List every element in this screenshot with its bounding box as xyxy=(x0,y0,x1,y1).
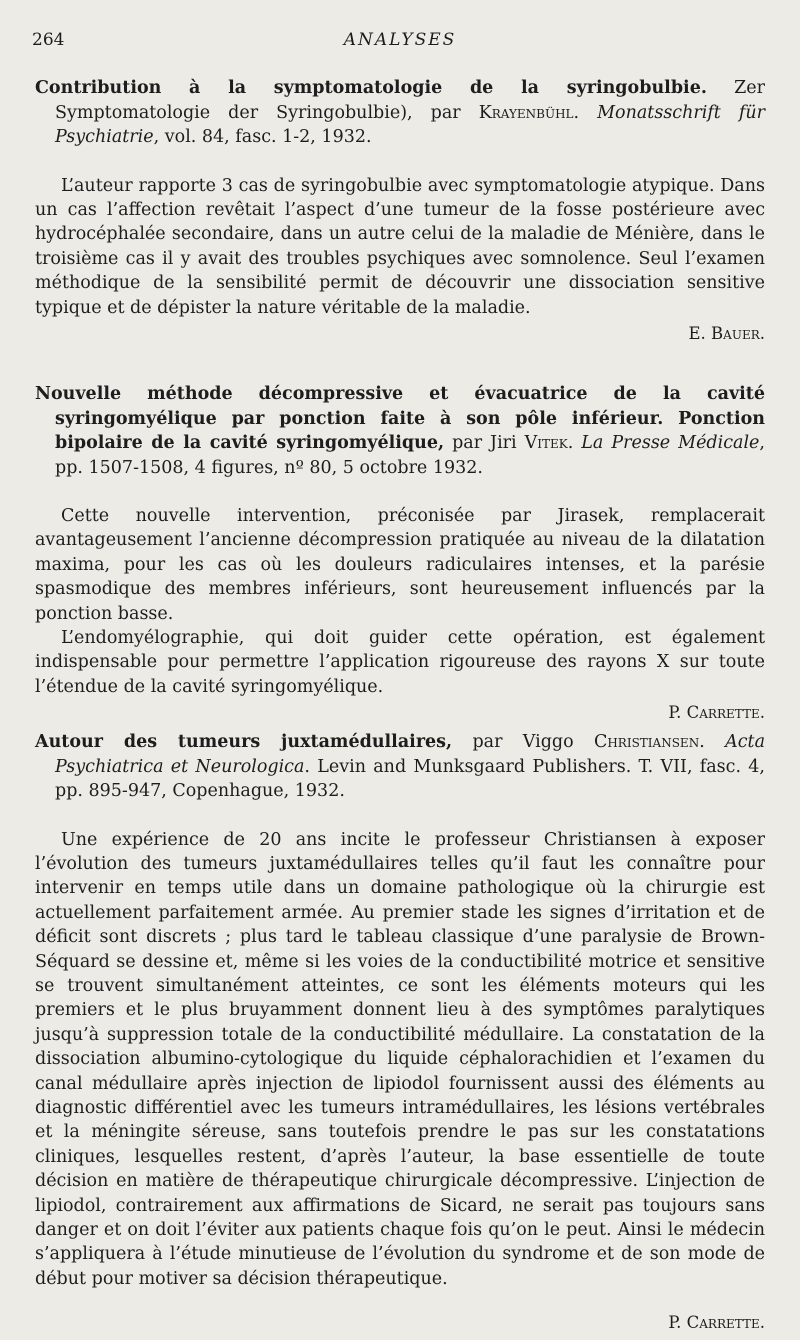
citation: . Levin and Munksgaard Publishers. T. VII, fasc. 4, pp. 895-947, Copenhague, 1932. xyxy=(55,756,765,801)
page-number: 264 xyxy=(32,30,65,50)
article-1 xyxy=(35,76,765,343)
title-rest: par Jiri xyxy=(444,433,525,453)
journal-name: Acta Psychiatrica et Neurologica xyxy=(55,732,765,777)
title-rest: Zer Symptomatologie der Syringobulbie), par xyxy=(55,78,765,123)
article-body xyxy=(35,174,765,320)
running-title: ANALYSES xyxy=(343,30,457,50)
title-main: Autour des tumeurs juxtamédullaires, xyxy=(35,732,453,752)
article-title: Autour des tumeurs juxtamédullaires, par Viggo Christiansen. Acta Psychiatrica et Neurologica. Levin and Munksgaard Publishers. T. VII, fasc. 4, pp. 895-947, Copenhague, 1932. xyxy=(35,732,765,801)
article-body xyxy=(35,504,765,699)
citation: , vol. 84, fasc. 1-2, 1932. xyxy=(153,127,372,147)
author-name: Krayenbühl xyxy=(478,102,574,123)
signature: P. Carrette. xyxy=(668,1313,765,1333)
page-header xyxy=(32,30,768,56)
signature: P. Carrette. xyxy=(668,703,765,723)
paragraph: Une expérience de 20 ans incite le professeur Christiansen à exposer l’évolution des tumeurs juxtamédullaires telles qu’il faut les connaître pour intervenir en temps utile dans un domaine pathologique où la chirurgie est actuellement parfaitement armée. Au premier stade les signes d’irritation et de déficit sont discrets ; plus tard le tableau classique d’une paralysie de Brown-Séquard se dessine et, même si les voies de la conductibilité motrice et sensitive se trouvent simultanément atteintes, ce sont les éléments moteurs qui les premiers et le plus bruyamment donnent lieu à des symptômes paralytiques jusqu’à suppression totale de la conductibilité médullaire. La constatation de la dissociation albumino-cytologique du liquide céphalorachidien et l’examen du canal médullaire après injection de lipiodol fournissent aussi des éléments au diagnostic différentiel avec les tumeurs intramédullaires, les lésions vertébrales et la méningite séreuse, sans toutefois prendre le pas sur les constatations cliniques, lesquelles restent, d’après l’auteur, la base essentielle de toute décision en matière de thérapeutique chirurgicale décompressive. L’injection de lipiodol, contrairement aux affirmations de Sicard, ne serait pas toujours sans danger et on doit l’éviter aux patients chaque fois qu’on le peut. Ainsi le médecin s’appliquera à l’étude minutieuse de l’évolution du syndrome et de son mode de début pour motiver sa décision thérapeutique. xyxy=(35,829,765,1289)
journal-name: Monatsschrift für Psychiatrie xyxy=(55,102,765,147)
paragraph: L’endomyélographie, qui doit guider cette opération, est également indispensable pour permettre l’application rigoureuse des rayons X sur toute l’étendue de la cavité syringomyélique. xyxy=(35,628,765,697)
paragraph: Cette nouvelle intervention, préconisée par Jirasek, remplacerait avantageusement l’ancienne décompression pratiquée au niveau de la dilatation maxima, pour les cas où les douleurs radiculaires intenses, et la parésie spasmodique des membres inférieurs, sont heureusement influencés par la ponction basse. xyxy=(35,506,765,624)
article-2 xyxy=(35,382,765,722)
title-main: Contribution à la symptomatologie de la syringobulbie. xyxy=(35,78,707,98)
signature: E. Bauer. xyxy=(688,323,765,343)
journal-name: La Presse Médicale xyxy=(581,433,760,453)
title-rest: par Viggo xyxy=(452,732,594,752)
title-main: Nouvelle méthode décompressive et évacuatrice de la cavité syringomyélique par ponction faite à son pôle inférieur. Ponction bipolaire de la cavité syringomyélique, xyxy=(35,384,765,453)
citation: , pp. 1507-1508, 4 figures, nº 80, 5 octobre 1932. xyxy=(55,433,765,478)
article-3 xyxy=(35,730,765,1332)
author-name: Vitek xyxy=(524,433,568,453)
article-body xyxy=(35,828,765,1292)
author-name: Christiansen xyxy=(593,732,700,752)
article-title: Contribution à la symptomatologie de la syringobulbie. Zer Symptomatologie der Syringobulbie), par Krayenbühl. Monatsschrift für Psychiatrie, vol. 84, fasc. 1-2, 1932. xyxy=(35,78,765,147)
article-title: Nouvelle méthode décompressive et évacuatrice de la cavité syringomyélique par ponction faite à son pôle inférieur. Ponction bipolaire de la cavité syringomyélique, par Jiri Vitek. La Presse Médicale, pp. 1507-1508, 4 figures, nº 80, 5 octobre 1932. xyxy=(35,384,765,478)
paragraph: L’auteur rapporte 3 cas de syringobulbie avec symptomatologie atypique. Dans un cas l’affection revêtait l’aspect d’une tumeur de la fosse postérieure avec hydrocéphalée secondaire, dans un autre celui de la maladie de Ménière, dans le troisième cas il y avait des troubles psychiques avec somnolence. Seul l’examen méthodique de la sensibilité permit de découvrir une dissociation sensitive typique et de dépister la nature véritable de la maladie. xyxy=(35,175,765,318)
